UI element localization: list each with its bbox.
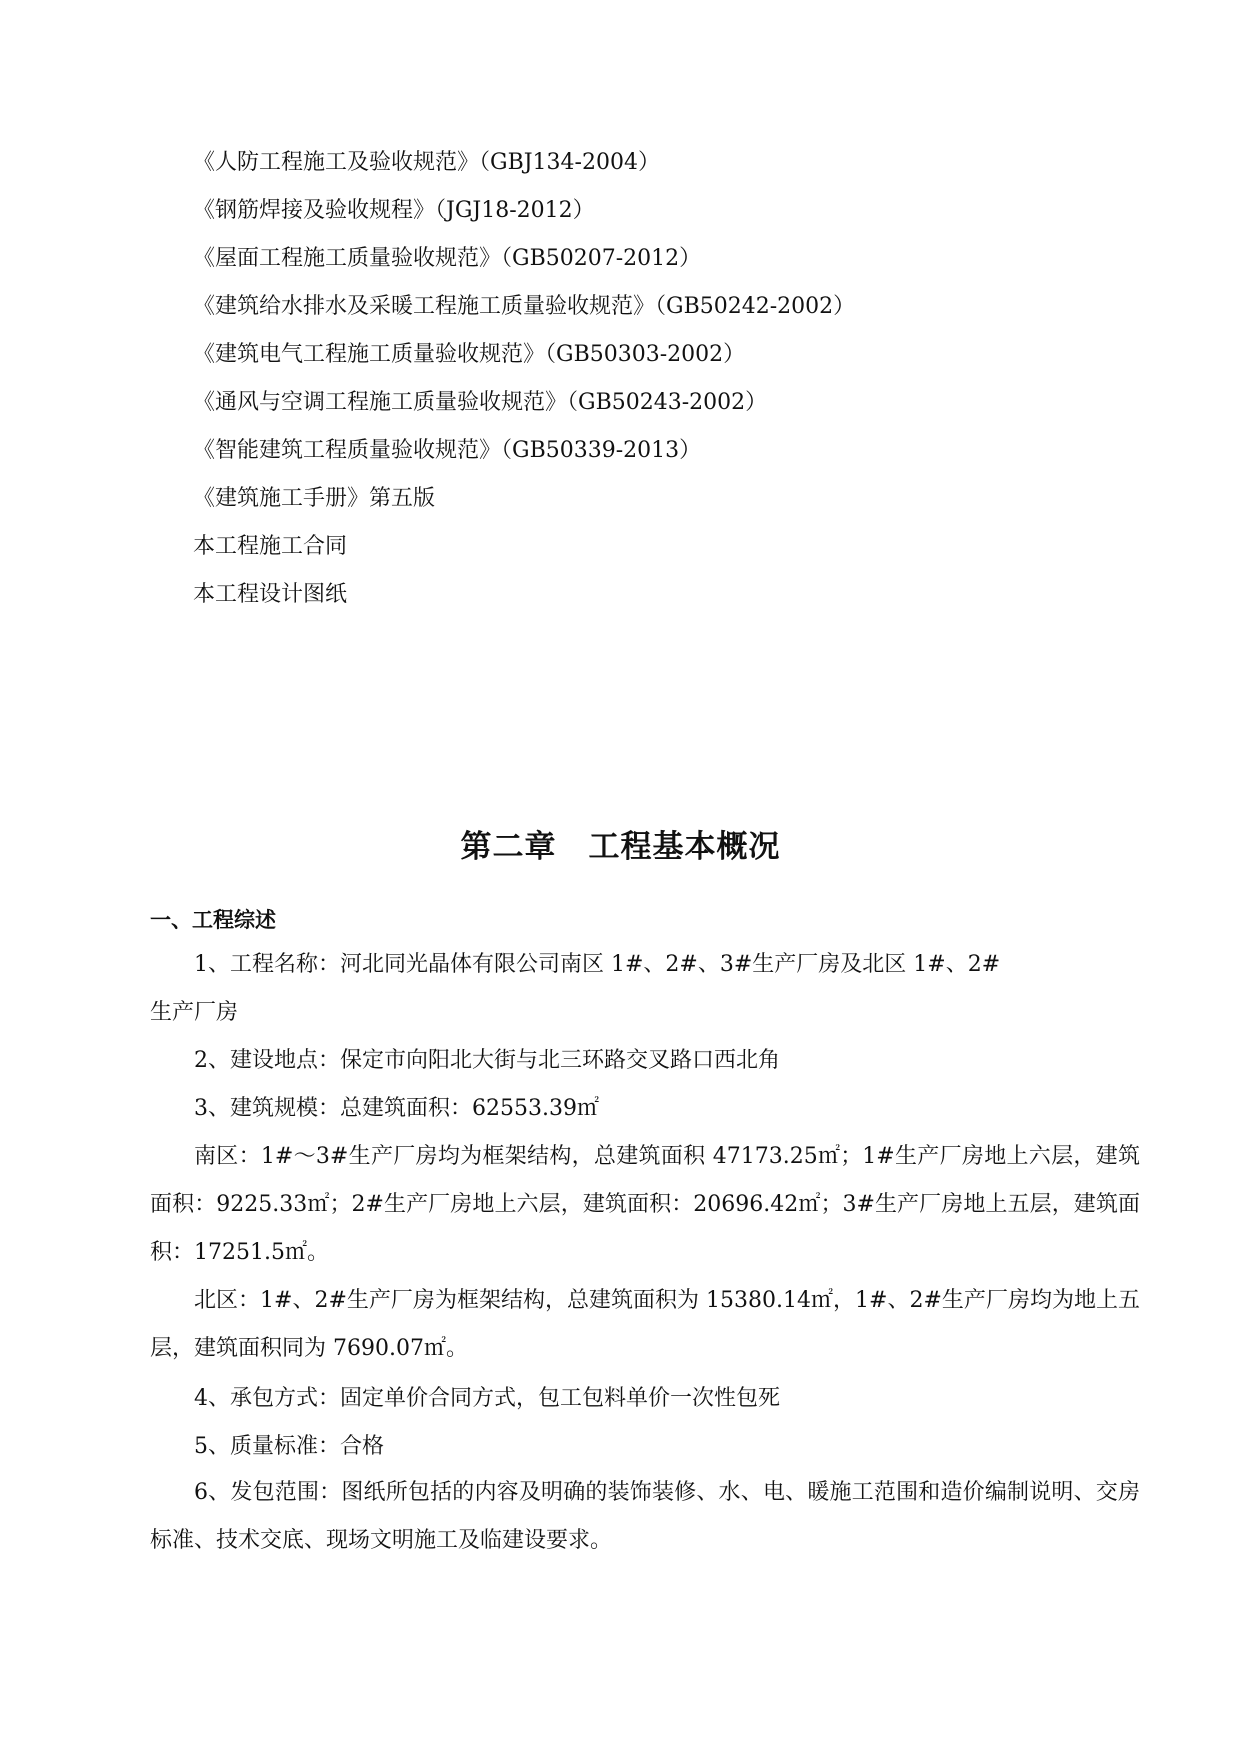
project-name-continuation: 生产厂房 <box>150 1000 239 1025</box>
project-name-line: 1、工程名称：河北同光晶体有限公司南区 1#、2#、3#生产厂房及北区 1#、2# <box>194 952 1001 977</box>
reference-item: 本工程施工合同 <box>193 534 348 559</box>
reference-item: 《钢筋焊接及验收规程》（JGJ18-2012） <box>193 198 595 223</box>
reference-item: 《建筑电气工程施工质量验收规范》（GB50303-2002） <box>193 342 746 367</box>
north-area-paragraph: 北区：1#、2#生产厂房为框架结构，总建筑面积为 15380.14㎡，1#、2#生产厂房均为地上五层，建筑面积同为 7690.07㎡。 <box>150 1288 1140 1361</box>
contract-method: 4、承包方式：固定单价合同方式，包工包料单价一次性包死 <box>194 1386 780 1411</box>
section-heading: 一、工程综述 <box>150 908 276 932</box>
reference-item: 《建筑施工手册》第五版 <box>193 486 436 511</box>
reference-item: 本工程设计图纸 <box>193 582 348 607</box>
reference-item: 《通风与空调工程施工质量验收规范》（GB50243-2002） <box>193 390 768 415</box>
construction-scale: 3、建筑规模：总建筑面积：62553.39㎡ <box>194 1096 599 1121</box>
quality-standard: 5、质量标准：合格 <box>194 1434 384 1459</box>
reference-item: 《智能建筑工程质量验收规范》（GB50339-2013） <box>193 438 702 463</box>
construction-site: 2、建设地点：保定市向阳北大街与北三环路交叉路口西北角 <box>194 1048 780 1073</box>
reference-item: 《屋面工程施工质量验收规范》（GB50207-2012） <box>193 246 702 271</box>
south-area-paragraph: 南区：1#～3#生产厂房均为框架结构，总建筑面积 47173.25㎡；1#生产厂房地上六层，建筑面积：9225.33㎡；2#生产厂房地上六层，建筑面积：20696.42㎡；3#生产厂房地上五层，建筑面积：17251.5㎡。 <box>150 1144 1140 1265</box>
reference-item: 《建筑给水排水及采暖工程施工质量验收规范》（GB50242-2002） <box>193 294 856 319</box>
reference-item: 《人防工程施工及验收规范》（GBJ134-2004） <box>193 150 660 175</box>
contract-scope-paragraph: 6、发包范围：图纸所包括的内容及明确的装饰装修、水、电、暖施工范围和造价编制说明、交房标准、技术交底、现场文明施工及临建设要求。 <box>150 1480 1140 1553</box>
chapter-title: 第二章 工程基本概况 <box>460 829 781 865</box>
